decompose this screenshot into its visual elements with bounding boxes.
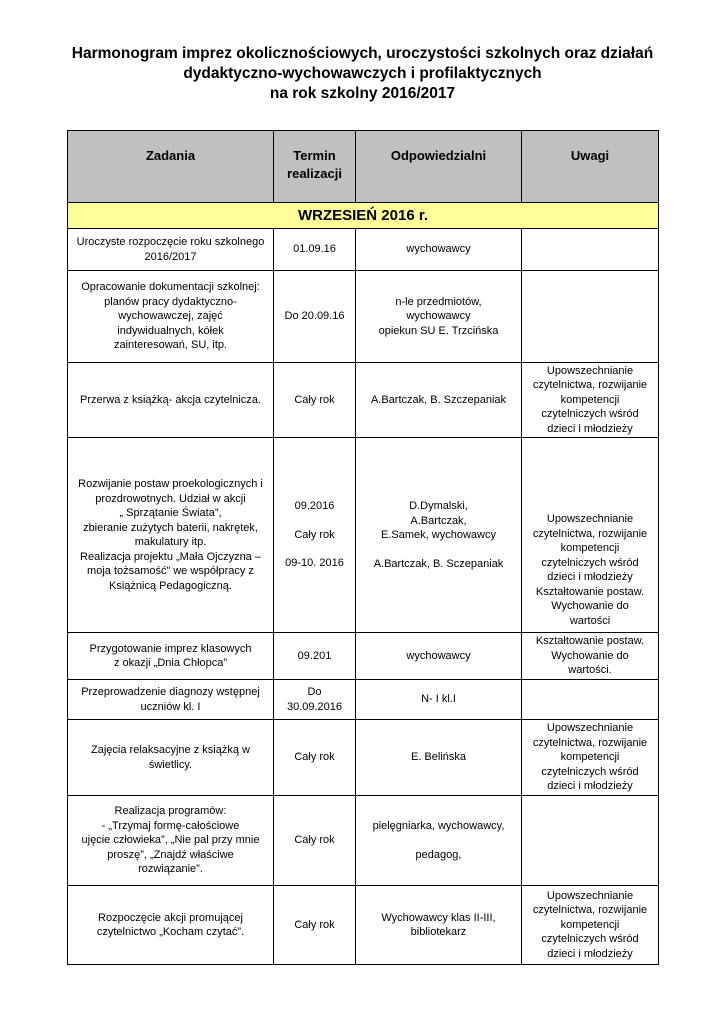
cell-line: E. Belińska xyxy=(410,751,467,764)
cell-line: Cały rok xyxy=(294,528,335,541)
notes-cell xyxy=(522,720,659,796)
term-cell xyxy=(274,363,356,438)
header-tasks: Zadania xyxy=(68,131,274,203)
cell-line: Zajęcia relaksacyjne z książką w xyxy=(91,744,250,756)
cell-line: Przerwa z książką- akcja czytelnicza. xyxy=(80,393,261,406)
cell-line: zainteresowań, SU, itp. xyxy=(113,339,228,352)
cell-line xyxy=(359,834,518,848)
cell-line: wychowawcy xyxy=(406,310,471,323)
cell-line: 2016/2017 xyxy=(144,250,197,263)
cell-line: Cały rok xyxy=(294,751,335,764)
table-row xyxy=(68,796,659,886)
responsible-cell xyxy=(356,886,522,965)
cell-line: czytelnictwo „Kocham czytać”. xyxy=(96,926,245,938)
header-notes: Uwagi xyxy=(522,131,659,203)
cell-line: „ Sprzątanie Świata”, xyxy=(119,507,222,519)
cell-line: n-le przedmiotów, xyxy=(395,295,482,308)
task-cell xyxy=(68,720,274,796)
header-term: Termin realizacji xyxy=(274,131,356,203)
cell-line: kompetencji xyxy=(560,751,620,764)
task-cell xyxy=(68,680,274,720)
title-line: dydaktyczno-wychowawczych i profilaktycznych xyxy=(183,65,542,82)
cell-line: Kształtowanie postaw. xyxy=(535,585,645,598)
cell-line: pielęgniarka, wychowawcy, xyxy=(372,820,505,832)
task-cell xyxy=(68,796,274,886)
table-row xyxy=(68,886,659,965)
notes-cell xyxy=(522,438,659,633)
cell-line: E.Samek, wychowawcy xyxy=(381,529,496,541)
notes-cell xyxy=(522,680,659,720)
term-cell xyxy=(274,438,356,633)
cell-line: N- I kl.I xyxy=(421,693,456,706)
cell-line: Wychowawcy klas II-III, xyxy=(381,911,496,924)
cell-line: Cały rok xyxy=(294,393,335,406)
responsible-cell xyxy=(356,363,522,438)
notes-cell xyxy=(522,363,659,438)
cell-line: proszę”, „Znajdź właściwe xyxy=(107,848,234,861)
term-cell xyxy=(274,229,356,271)
table-row xyxy=(68,680,659,720)
cell-line: 09-10. 2016 xyxy=(285,557,344,570)
responsible-cell xyxy=(356,720,522,796)
cell-line: Do xyxy=(307,686,322,698)
table-row xyxy=(68,271,659,363)
cell-line: 09.2016 xyxy=(294,500,335,513)
cell-line: 01.09.16 xyxy=(293,243,336,256)
term-cell xyxy=(274,796,356,886)
cell-line: 09.201 xyxy=(297,649,332,662)
month-row xyxy=(68,203,659,229)
cell-line: Opracowanie dokumentacji szkolnej: xyxy=(81,281,260,294)
cell-line: Rozpoczęcie akcji promującej xyxy=(98,911,243,924)
notes-cell xyxy=(522,633,659,680)
table-row xyxy=(68,229,659,271)
cell-line: dzieci i młodzieży xyxy=(547,947,633,960)
cell-line: Rozwijanie postaw proekologicznych i xyxy=(78,478,263,490)
cell-line: indywidualnych, kółek xyxy=(117,324,224,337)
responsible-cell xyxy=(356,229,522,271)
cell-line: - „Trzymaj formę-całościowe xyxy=(101,819,240,832)
cell-line: wartości xyxy=(569,614,611,627)
cell-line: prozdrowotnych. Udział w akcji xyxy=(95,492,246,505)
cell-line: wartości. xyxy=(568,664,612,677)
cell-line: Cały rok xyxy=(294,834,335,847)
notes-cell xyxy=(522,886,659,965)
notes-cell xyxy=(522,271,659,363)
cell-line: wychowawcy xyxy=(406,649,471,662)
term-cell xyxy=(274,720,356,796)
table-row xyxy=(68,633,659,680)
document-title xyxy=(60,44,665,104)
cell-line: moja tożsamość” we współpracy z xyxy=(87,565,254,577)
cell-line: wychowawcy xyxy=(406,243,471,256)
cell-line: Cały rok xyxy=(294,918,335,931)
cell-line: D.Dymalski, xyxy=(409,500,468,512)
cell-line: Upowszechnianie xyxy=(546,722,634,735)
cell-line: czytelnictwa, rozwijanie xyxy=(532,904,648,917)
cell-line: zbieranie zużytych baterii, nakrętek, xyxy=(83,521,258,534)
cell-line: świetlicy. xyxy=(148,758,193,771)
title-line: Harmonogram imprez okolicznościowych, uroczystości szkolnych oraz działań xyxy=(71,45,654,62)
cell-line: wychowawczej, zajęć xyxy=(118,310,223,323)
cell-line: czytelnictwa, rozwijanie xyxy=(532,736,648,749)
term-cell xyxy=(274,633,356,680)
cell-line: czytelniczych wśród xyxy=(541,408,639,421)
notes-cell xyxy=(522,796,659,886)
cell-line: makulatury itp. xyxy=(134,536,207,548)
cell-line: czytelnictwa, rozwijanie xyxy=(532,379,648,392)
cell-line: Kształtowanie postaw. xyxy=(535,635,645,648)
cell-line: Do 20.09.16 xyxy=(284,310,345,323)
cell-line: bibliotekarz xyxy=(410,926,467,938)
term-cell xyxy=(274,271,356,363)
cell-line: Książnicą Pedagogiczną. xyxy=(109,579,232,592)
cell-line: Realizacja projektu „Mała Ojczyzna – xyxy=(80,550,261,563)
responsible-cell xyxy=(356,438,522,633)
cell-line: Upowszechnianie xyxy=(546,513,634,525)
responsible-cell xyxy=(356,271,522,363)
cell-line: rozwiązanie”. xyxy=(138,863,203,876)
cell-line: czytelnictwa, rozwijanie xyxy=(532,527,648,540)
cell-line: kompetencji xyxy=(560,542,620,554)
cell-line: Przeprowadzenie diagnozy wstępnej xyxy=(81,686,260,698)
table-row xyxy=(68,720,659,796)
cell-line: A.Bartczak, B. Sczepaniak xyxy=(373,557,504,570)
notes-cell xyxy=(522,229,659,271)
cell-line: Upowszechnianie xyxy=(546,364,634,377)
cell-line: opiekun SU E. Trzcińska xyxy=(378,324,499,337)
title-line: na rok szkolny 2016/2017 xyxy=(269,85,456,102)
cell-line: dzieci i młodzieży xyxy=(547,780,633,793)
task-cell xyxy=(68,886,274,965)
cell-line: Przygotowanie imprez klasowych xyxy=(89,642,252,655)
cell-line: czytelniczych wśród xyxy=(541,556,639,569)
table-row xyxy=(68,438,659,633)
header-row xyxy=(68,131,659,203)
cell-line: czytelniczych wśród xyxy=(541,765,639,778)
cell-line: pedagog, xyxy=(415,848,462,861)
cell-line: kompetencji xyxy=(560,393,620,406)
cell-line: kompetencji xyxy=(560,918,620,931)
cell-line: uczniów kl. I xyxy=(140,700,201,713)
cell-line: Uroczyste rozpoczęcie roku szkolnego xyxy=(76,236,265,248)
cell-line: z okazji „Dnia Chłopca” xyxy=(113,657,228,669)
cell-line: dzieci i młodzieży xyxy=(547,422,633,435)
term-cell xyxy=(274,680,356,720)
task-cell xyxy=(68,363,274,438)
cell-line: A.Bartczak, xyxy=(410,514,467,527)
cell-line xyxy=(277,514,352,528)
cell-line: 30.09.2016 xyxy=(286,700,343,713)
task-cell xyxy=(68,271,274,363)
schedule-table xyxy=(67,130,659,965)
responsible-cell xyxy=(356,796,522,886)
cell-line: Realizacja programów: xyxy=(114,805,227,818)
cell-line: Wychowanie do xyxy=(551,600,629,612)
cell-line: czytelniczych wśród xyxy=(541,933,639,946)
task-cell xyxy=(68,229,274,271)
cell-line: Upowszechnianie xyxy=(546,889,634,902)
cell-line: dzieci i młodzieży xyxy=(547,571,633,583)
task-cell xyxy=(68,633,274,680)
table-row xyxy=(68,363,659,438)
cell-line: A.Bartczak, B. Szczepaniak xyxy=(370,393,507,406)
cell-line xyxy=(359,543,518,557)
cell-line: planów pracy dydaktyczno- xyxy=(104,295,237,308)
month-label: WRZESIEŃ 2016 r. xyxy=(68,203,659,229)
cell-line: ujęcie człowieka”, „Nie pal przy mnie xyxy=(81,834,260,847)
task-cell xyxy=(68,438,274,633)
cell-line: Wychowanie do xyxy=(551,649,629,662)
cell-line xyxy=(277,542,352,556)
responsible-cell xyxy=(356,633,522,680)
header-responsible: Odpowiedzialni xyxy=(356,131,522,203)
term-cell xyxy=(274,886,356,965)
responsible-cell xyxy=(356,680,522,720)
